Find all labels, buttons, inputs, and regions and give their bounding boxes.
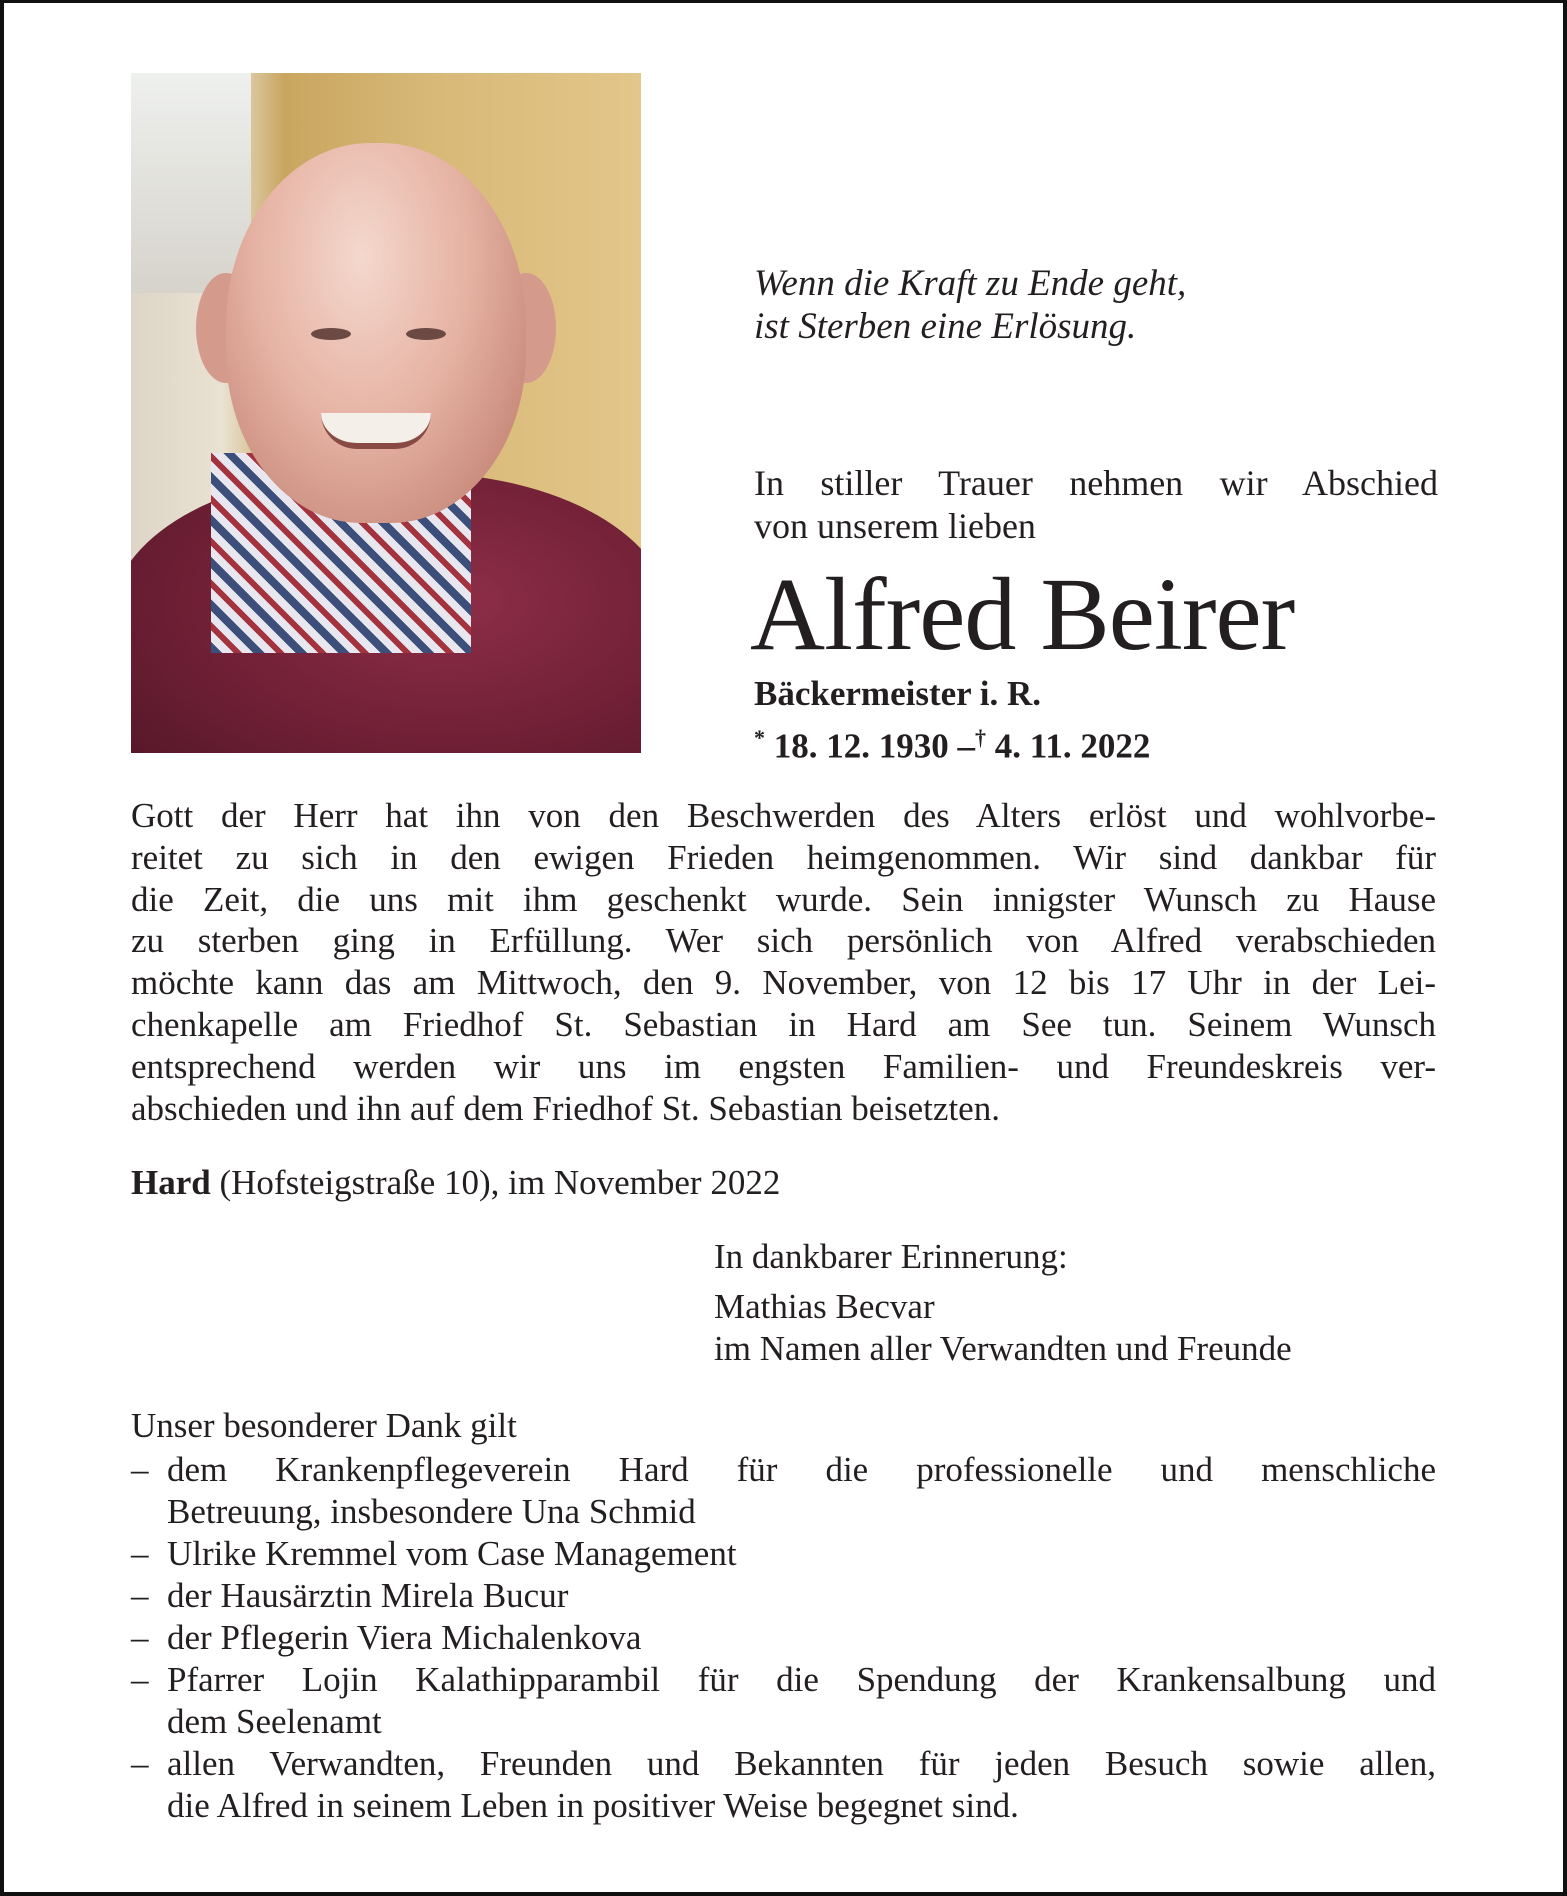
place-and-date (131, 1162, 780, 1204)
thanks-line: die Alfred in seinem Leben in positiver Weise begegnet sind. (167, 1786, 1019, 1825)
dash: – (131, 1576, 149, 1615)
dash: – (131, 1450, 149, 1489)
dash: – (131, 1660, 149, 1699)
quote (754, 262, 1186, 348)
quote-line: Wenn die Kraft zu Ende geht, (754, 263, 1187, 304)
thanks-item (131, 1617, 1436, 1659)
body-line: die Zeit, die uns mit ihm geschenkt wurde. Sein innigster Wunsch zu Hause (131, 879, 1436, 919)
signature-heading: In dankbarer Erinnerung: (714, 1237, 1068, 1276)
thanks-item (131, 1533, 1436, 1575)
portrait-photo (131, 73, 641, 753)
signature-block (714, 1236, 1292, 1370)
body-line: Gott der Herr hat ihn von den Beschwerden des Alters erlöst und wohlvorbe- (131, 796, 1436, 835)
life-dates (754, 716, 1150, 769)
body-line: abschieden und ihn auf dem Friedhof St. Sebastian beisetzten. (131, 1088, 1000, 1128)
birth-date: 18. 12. 1930 (773, 726, 949, 766)
profession-and-dates (754, 672, 1150, 769)
thanks-line: dem Seelenamt (167, 1702, 382, 1741)
signature-on-behalf: im Namen aller Verwandten und Freunde (714, 1329, 1292, 1368)
dash: – (131, 1744, 149, 1783)
photo-eye-left (311, 328, 351, 340)
address-date: (Hofsteigstraße 10), im November 2022 (210, 1163, 781, 1202)
death-symbol: † (975, 725, 986, 750)
intro-text (754, 462, 1438, 548)
body-line: chenkapelle am Friedhof St. Sebastian in Hard am See tun. Seinem Wunsch (131, 1004, 1436, 1044)
profession: Bäckermeister i. R. (754, 674, 1042, 713)
body-line: entsprechend werden wir uns im engsten Familien- und Freundeskreis ver- (131, 1046, 1436, 1086)
intro-line: von unserem lieben (754, 506, 1036, 546)
thanks-line: dem Krankenpflegeverein Hard für die professionelle und menschliche (167, 1450, 1436, 1489)
town: Hard (131, 1163, 211, 1202)
thanks-section (131, 1405, 1436, 1827)
photo-face (226, 143, 526, 523)
thanks-line: Pfarrer Lojin Kalathipparambil für die Spendung der Krankensalbung und (167, 1660, 1436, 1699)
thanks-line: der Pflegerin Viera Michalenkova (167, 1618, 642, 1657)
dash: – (131, 1534, 149, 1573)
thanks-item (131, 1743, 1436, 1827)
thanks-line: Ulrike Kremmel vom Case Management (167, 1534, 737, 1573)
thanks-item (131, 1449, 1436, 1533)
obituary-body (131, 795, 1436, 1129)
date-separator: – (957, 726, 975, 766)
body-line: zu sterben ging in Erfüllung. Wer sich persönlich von Alfred verabschieden (131, 921, 1436, 961)
death-date: 4. 11. 2022 (994, 726, 1151, 766)
thanks-line: der Hausärztin Mirela Bucur (167, 1576, 569, 1615)
birth-symbol: * (754, 725, 765, 750)
dash: – (131, 1618, 149, 1657)
photo-background-window (131, 73, 251, 293)
photo-eye-right (406, 328, 446, 340)
deceased-name: Alfred Beirer (750, 557, 1295, 672)
intro-line: In stiller Trauer nehmen wir Abschied (754, 463, 1438, 503)
thanks-item (131, 1575, 1436, 1617)
thanks-line: Betreuung, insbesondere Una Schmid (167, 1492, 696, 1531)
thanks-heading: Unser besonderer Dank gilt (131, 1406, 517, 1445)
body-line: möchte kann das am Mittwoch, den 9. November, von 12 bis 17 Uhr in der Lei- (131, 963, 1436, 1003)
thanks-line: allen Verwandten, Freunden und Bekannten für jeden Besuch sowie allen, (167, 1744, 1436, 1783)
thanks-item (131, 1659, 1436, 1743)
signature-name: Mathias Becvar (714, 1287, 935, 1326)
quote-line: ist Sterben eine Erlösung. (754, 306, 1137, 347)
body-line: reitet zu sich in den ewigen Frieden heimgenommen. Wir sind dankbar für (131, 837, 1436, 877)
